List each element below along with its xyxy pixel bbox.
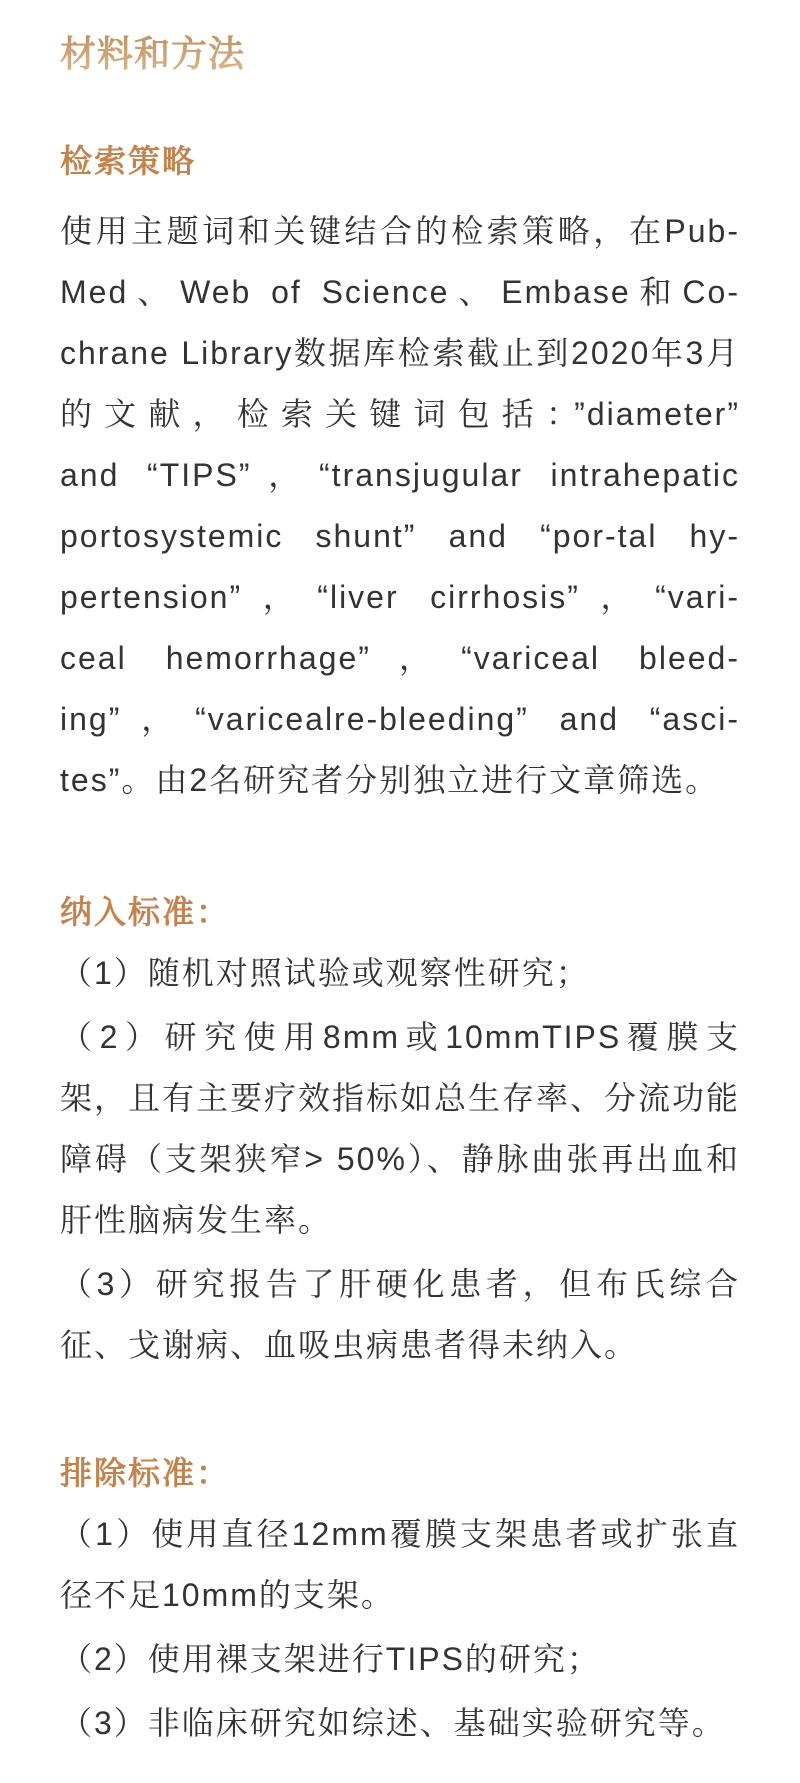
text-line: pertension”，“liver cirrhosis”，“vari- (60, 579, 740, 615)
text-line: chrane Library数据库检索截止到2020年3月 (60, 335, 740, 371)
criteria-item-1 (60, 1504, 740, 1626)
text-line: ceal hemorrhage”，“variceal bleed- (60, 640, 740, 676)
text-line: 使用主题词和关键结合的检索策略，在Pub- (60, 213, 740, 249)
text-line: （2）研究使用8mm或10mmTIPS覆膜支 (60, 1019, 740, 1055)
text-line: Med、Web of Science、Embase和Co- (60, 274, 740, 310)
criteria-item-1 (60, 943, 740, 1004)
text-line: ing”，“varicealre-bleeding” and “asci- (60, 701, 740, 737)
text-line: and “TIPS”，“transjugular intrahepatic (60, 457, 740, 493)
text-line: （3）非临床研究如综述、基础实验研究等。 (60, 1705, 726, 1741)
text-line: 征、戈谢病、血吸虫病患者得未纳入。 (60, 1327, 639, 1363)
section-exclusion-criteria (60, 1450, 740, 1754)
page-title: 材料和方法 (60, 0, 740, 78)
criteria-item-2 (60, 1629, 740, 1690)
paragraph-search-strategy (60, 201, 740, 811)
section-heading-inclusion-criteria: 纳入标准： (60, 894, 231, 930)
text-line: portosystemic shunt” and “por-tal hy- (60, 518, 740, 554)
text-line: （1）随机对照试验或观察性研究； (60, 955, 590, 991)
section-search-strategy (60, 138, 740, 811)
text-line: （1）使用直径12mm覆膜支架患者或扩张直 (60, 1516, 740, 1552)
text-line: （2）使用裸支架进行TIPS的研究； (60, 1641, 601, 1677)
text-line: 径不足10mm的支架。 (60, 1577, 395, 1613)
exclusion-criteria-list (60, 1504, 740, 1754)
section-heading-exclusion-criteria: 排除标准： (60, 1455, 231, 1491)
inclusion-criteria-list (60, 943, 740, 1376)
text-line: tes”。由2名研究者分别独立进行文章筛选。 (60, 762, 720, 798)
text-line: 的文献，检索关键词包括：”diameter” (60, 396, 740, 432)
criteria-item-2 (60, 1007, 740, 1251)
text-line: 架，且有主要疗效指标如总生存率、分流功能 (60, 1080, 741, 1116)
text-line: 肝性脑病发生率。 (60, 1202, 333, 1238)
criteria-item-3 (60, 1254, 740, 1376)
criteria-item-3 (60, 1693, 740, 1754)
section-inclusion-criteria (60, 889, 740, 1376)
section-heading-search-strategy: 检索策略 (60, 143, 197, 179)
text-line: （3）研究报告了肝硬化患者，但布氏综合 (60, 1266, 740, 1302)
text-line: 障碍（支架狭窄> 50%）、静脉曲张再出血和 (60, 1141, 740, 1177)
